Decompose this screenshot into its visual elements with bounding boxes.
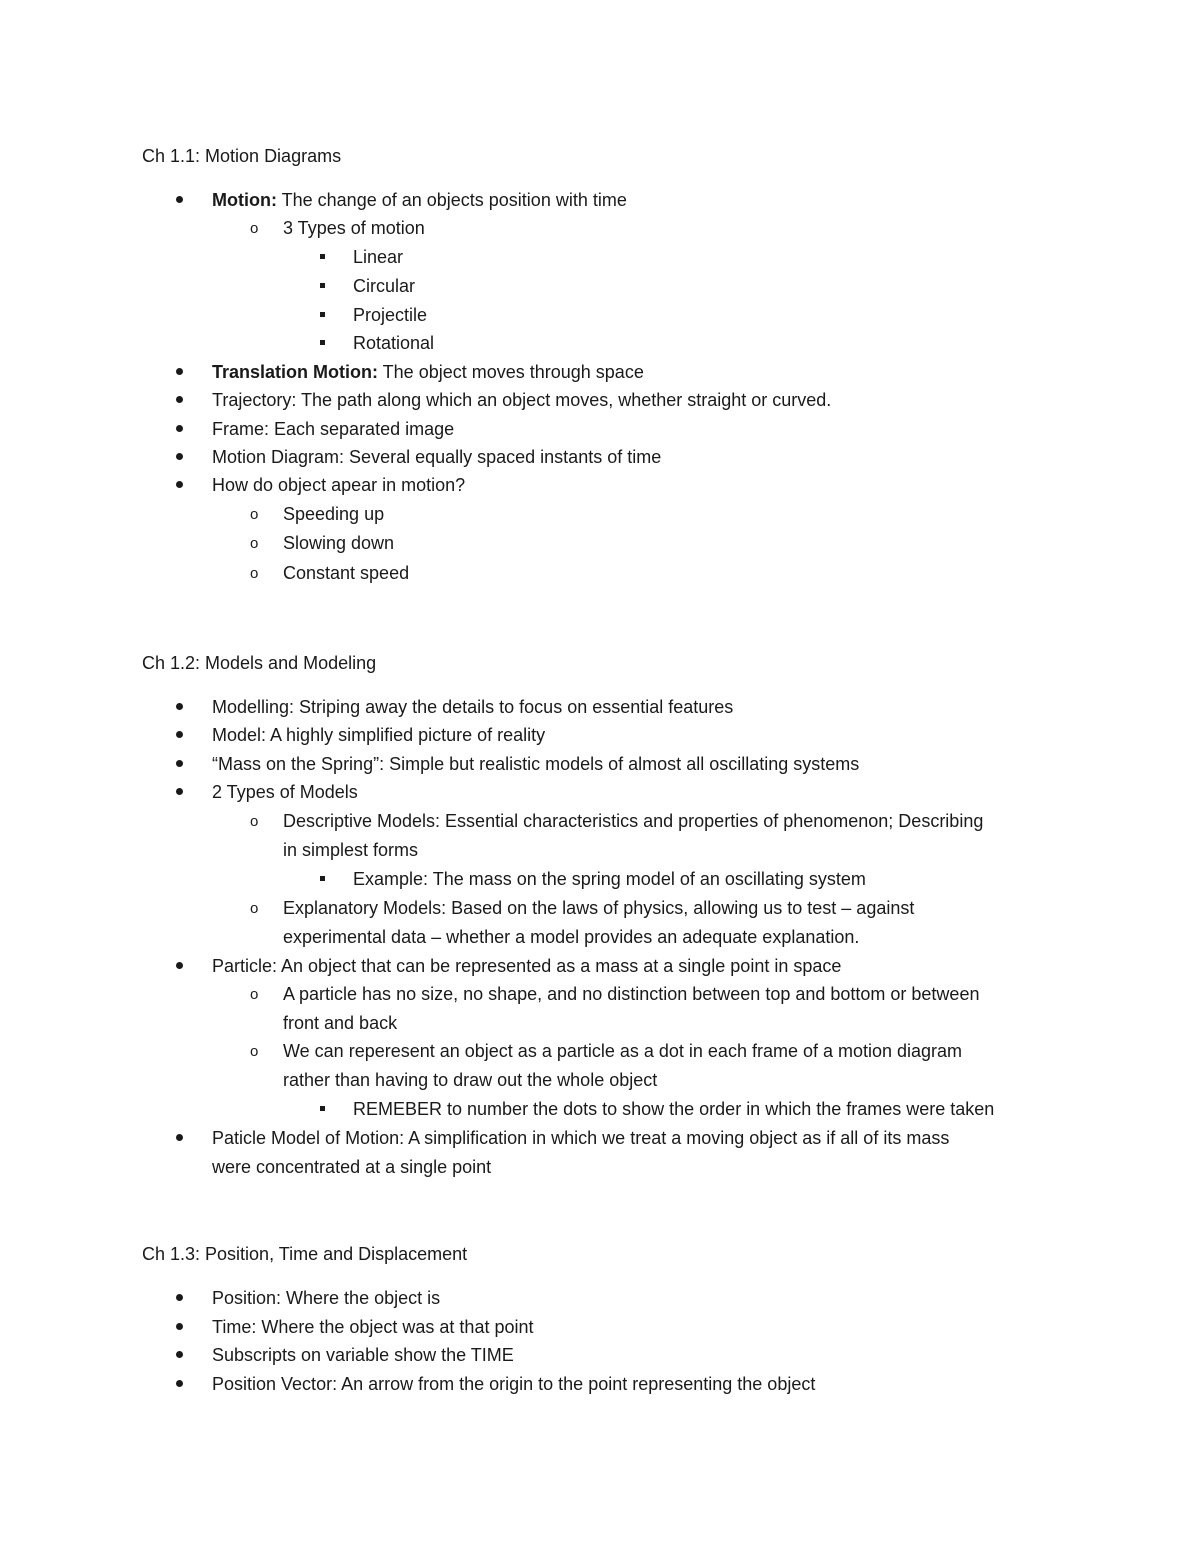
bullet-dot [176, 453, 183, 460]
list-item: Constant speed [283, 563, 410, 583]
bullet-dot [176, 1323, 183, 1330]
bullet-dot [176, 703, 183, 710]
bullet-dot [176, 1351, 183, 1358]
list-item-continuation: rather than having to draw out the whole object [283, 1070, 658, 1090]
bullet-dot [176, 760, 183, 767]
term-definition: The change of an objects position with time [276, 190, 627, 210]
list-item-continuation: experimental data – whether a model provides an adequate explanation. [283, 927, 860, 947]
list-item: Circular [353, 276, 416, 296]
bullet-square [320, 283, 325, 288]
bullet-square [320, 254, 325, 259]
bullet-circle: o [250, 813, 259, 830]
term-label: Translation Motion: [212, 362, 378, 382]
list-item: Trajectory: The path along which an object moves, whether straight or curved. [212, 390, 832, 410]
bullet-dot [176, 368, 183, 375]
list-item: Speeding up [283, 504, 385, 524]
list-item: Example: The mass on the spring model of an oscillating system [353, 869, 866, 889]
list-item: Position: Where the object is [212, 1288, 441, 1308]
list-item: Motion Diagram: Several equally spaced instants of time [212, 447, 662, 467]
list-item-continuation: front and back [283, 1013, 398, 1033]
bullet-dot [176, 788, 183, 795]
bullet-dot [176, 425, 183, 432]
list-item: 3 Types of motion [283, 218, 425, 238]
bullet-dot [176, 1294, 183, 1301]
section-heading: Ch 1.3: Position, Time and Displacement [142, 1244, 468, 1264]
bullet-circle: o [250, 1043, 259, 1060]
list-item: Subscripts on variable show the TIME [212, 1345, 514, 1365]
list-item: 2 Types of Models [212, 782, 358, 802]
list-item: Modelling: Striping away the details to focus on essential features [212, 697, 734, 717]
section-heading: Ch 1.2: Models and Modeling [142, 653, 377, 673]
bullet-dot [176, 731, 183, 738]
list-item: Linear [353, 247, 404, 267]
bullet-dot [176, 1134, 183, 1141]
bullet-dot [176, 481, 183, 488]
list-item: Projectile [353, 305, 428, 325]
list-item: A particle has no size, no shape, and no distinction between top and bottom or between [283, 984, 980, 1004]
list-item-continuation: were concentrated at a single point [212, 1157, 492, 1177]
list-item: REMEBER to number the dots to show the order in which the frames were taken [353, 1099, 995, 1119]
bullet-dot [176, 962, 183, 969]
bullet-square [320, 1106, 325, 1111]
list-item: Model: A highly simplified picture of reality [212, 725, 546, 745]
list-item [212, 361, 644, 383]
bullet-dot [176, 196, 183, 203]
bullet-circle: o [250, 565, 259, 582]
list-item-continuation: in simplest forms [283, 840, 419, 860]
list-item: Particle: An object that can be represented as a mass at a single point in space [212, 956, 842, 976]
bullet-circle: o [250, 986, 259, 1003]
bullet-circle: o [250, 900, 259, 917]
list-item: Frame: Each separated image [212, 419, 455, 439]
bullet-circle: o [250, 506, 259, 523]
list-item: Rotational [353, 333, 435, 353]
list-item: Slowing down [283, 533, 395, 553]
list-item: We can reperesent an object as a particle as a dot in each frame of a motion diagram [283, 1041, 963, 1061]
term-label: Motion: [212, 190, 277, 210]
list-item: Paticle Model of Motion: A simplification in which we treat a moving object as if all of its mass [212, 1128, 950, 1148]
bullet-square [320, 340, 325, 345]
term-definition: The object moves through space [378, 362, 644, 382]
bullet-circle: o [250, 220, 259, 237]
list-item [212, 189, 627, 211]
bullet-square [320, 312, 325, 317]
list-item: Descriptive Models: Essential characteristics and properties of phenomenon; Describing [283, 811, 984, 831]
list-item: “Mass on the Spring”: Simple but realistic models of almost all oscillating systems [212, 754, 860, 774]
list-item: Explanatory Models: Based on the laws of physics, allowing us to test – against [283, 898, 915, 918]
list-item: Position Vector: An arrow from the origin to the point representing the object [212, 1374, 816, 1394]
section-heading: Ch 1.1: Motion Diagrams [142, 146, 342, 166]
bullet-circle: o [250, 535, 259, 552]
bullet-square [320, 876, 325, 881]
bullet-dot [176, 396, 183, 403]
bullet-dot [176, 1380, 183, 1387]
list-item: How do object apear in motion? [212, 475, 466, 495]
list-item: Time: Where the object was at that point [212, 1317, 534, 1337]
